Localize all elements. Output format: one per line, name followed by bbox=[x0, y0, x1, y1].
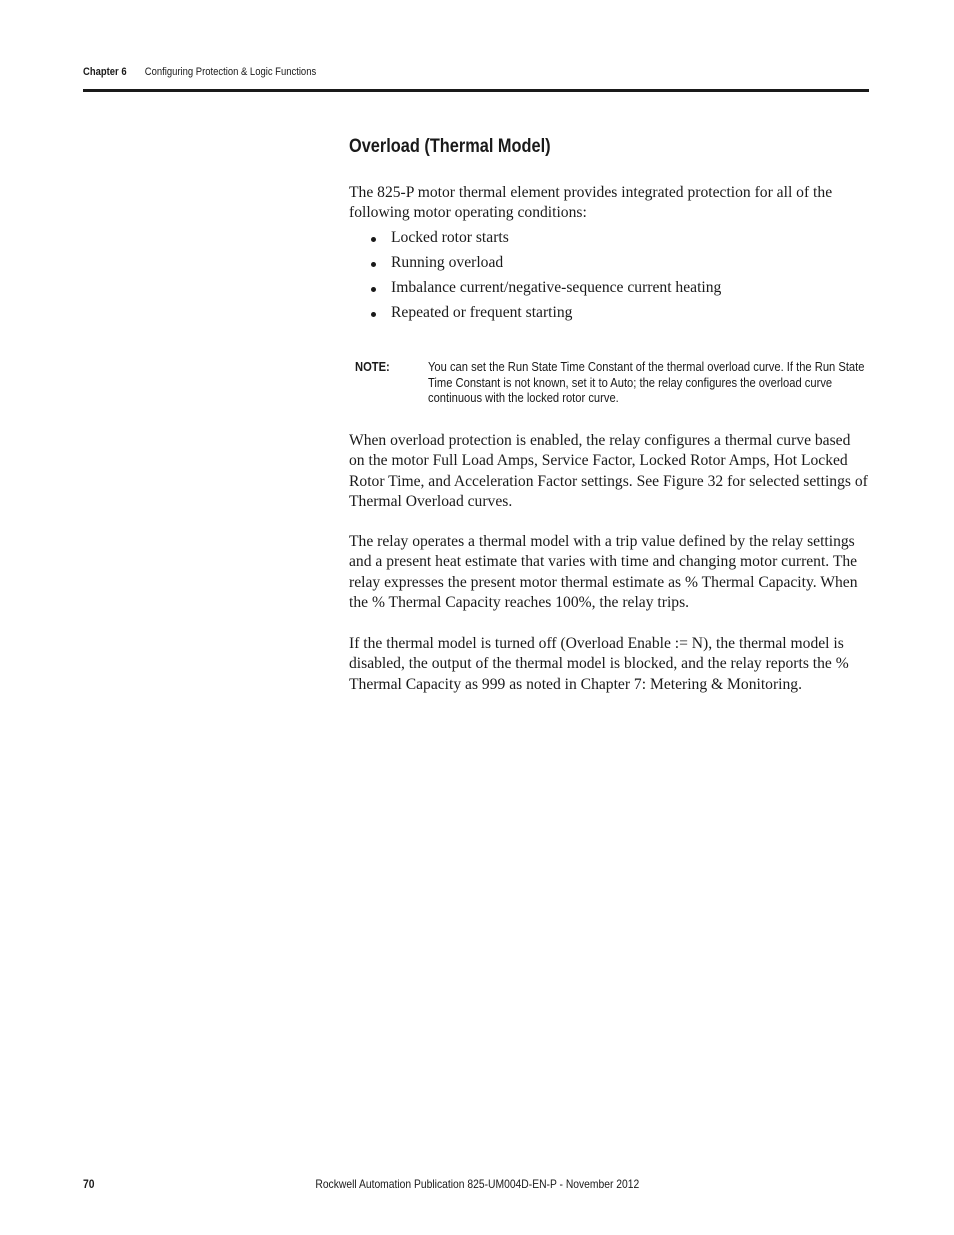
intro-paragraph: The 825-P motor thermal element provides integrated protection for all of the following motor operating conditions: bbox=[349, 184, 833, 222]
running-header bbox=[83, 66, 316, 78]
footer bbox=[0, 1177, 954, 1191]
bullet-icon bbox=[371, 237, 376, 242]
list-item-text: Repeated or frequent starting bbox=[391, 304, 573, 321]
bullet-icon bbox=[371, 262, 376, 267]
conditions-list bbox=[349, 228, 869, 328]
list-item bbox=[349, 278, 869, 303]
publication-info: Rockwell Automation Publication 825-UM004D-EN-P - November 2012 bbox=[315, 1177, 639, 1191]
section-title: Overload (Thermal Model) bbox=[349, 136, 551, 157]
bullet-icon bbox=[371, 312, 376, 317]
list-item bbox=[349, 228, 869, 253]
chapter-label: Chapter 6 bbox=[83, 66, 127, 78]
note-label: NOTE: bbox=[355, 359, 390, 374]
list-item bbox=[349, 253, 869, 278]
list-item-text: Imbalance current/negative-sequence current heating bbox=[391, 279, 722, 296]
paragraph: The relay operates a thermal model with a trip value defined by the relay settings and a present heat estimate that varies with time and changing motor current. The relay expresses the present motor thermal estimate as % Thermal Capacity. When the % Thermal Capacity reaches 100%, the relay trips. bbox=[349, 533, 858, 611]
note-text: You can set the Run State Time Constant of the thermal overload curve. If the Run State Time Constant is not known, set it to Auto; the relay configures the overload curve continuous with the locked rotor curve. bbox=[428, 359, 865, 406]
list-item-text: Locked rotor starts bbox=[391, 229, 509, 246]
list-item bbox=[349, 303, 869, 328]
section-label: Configuring Protection & Logic Functions bbox=[144, 66, 317, 78]
bullet-icon bbox=[371, 287, 376, 292]
header-rule bbox=[83, 89, 869, 92]
paragraph: If the thermal model is turned off (Overload Enable := N), the thermal model is disabled, the output of the thermal model is blocked, and the relay reports the % Thermal Capacity as 999 as noted in Chapter 7: Metering & Monitoring. bbox=[349, 635, 849, 693]
page-number: 70 bbox=[83, 1177, 95, 1191]
list-item-text: Running overload bbox=[391, 254, 504, 271]
paragraph: When overload protection is enabled, the relay configures a thermal curve based on the motor Full Load Amps, Service Factor, Locked Rotor Amps, Hot Locked Rotor Time, and Acceleration Factor settings. See Figure 32 for selected settings of Thermal Overload curves. bbox=[349, 432, 868, 510]
